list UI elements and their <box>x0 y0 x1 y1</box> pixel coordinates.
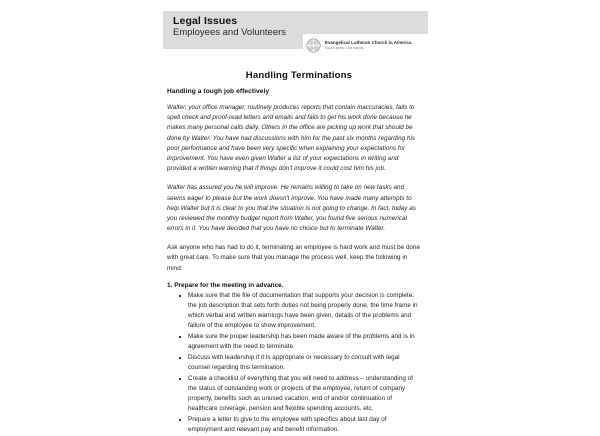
list-item <box>188 374 421 415</box>
document-header-title: Legal Issues <box>173 15 238 27</box>
bullet-dot-icon <box>179 357 181 359</box>
list-item-text: Make sure that the file of documentation that supports your decision is complete: the job description that sets forth duties not being properly done, the time frame in which verbal and written warnings have been given, details of the problems and failure of the employee to show improvement. <box>188 291 418 330</box>
list-item-text: Create a checklist of everything that you will need to address – understanding of the status of outstanding work or projects of the employee, return of company property, benefits such as unused vacation, end of and/or continuation of healthcare coverage, pension and flexible spending accounts, etc. <box>188 374 413 413</box>
narrative-paragraph: Walter has assured you he will improve. He remains willing to take on new tasks and seems eager to please but the work doesn't improve. You have made many attempts to help Walter but it is clear to you that the situation is not going to change. In fact, today as you reviewed the monthly budget report from Walter, you found five serious numerical errors in it. You have decided that you have no choice but to terminate Walter. <box>167 184 416 233</box>
document-body <box>167 103 421 436</box>
document-content-column <box>163 0 435 434</box>
elca-logo-name: Evangelical Lutheran Church in America <box>325 39 412 45</box>
bullet-dot-icon <box>179 295 181 297</box>
list-item <box>188 291 421 332</box>
list-item-text: Make sure the proper leadership has been made aware of the problems and is in agreement with the need to terminate. <box>188 333 415 351</box>
narrative-paragraph: Walter, your office manager, routinely produces reports that contain inaccuracies, fails to spell check and proof-read letters and emails and fails to get his work done because he makes many personal calls daily. Others in the office are picking up work that should be done by Walter. You have had discussions with him for the past six months regarding his poor performance and have been very specific when explaining your expectations for improvement. You have even given Walter a list of your expectations in writing and provided a written warning that if things don't improve it could cost him his job. <box>167 104 416 173</box>
list-item <box>188 415 421 435</box>
intro-paragraph: Ask anyone who has had to do it, terminating an employee is hard work and must be done with great care. To make sure that you manage the process well, keep the following in mind: <box>167 244 421 272</box>
list-item <box>188 332 421 352</box>
bullet-dot-icon <box>179 336 181 338</box>
elca-logo <box>303 34 436 56</box>
page-title: Handling Terminations <box>245 70 353 81</box>
numbered-list-heading: 1. Prepare for the meeting in advance. <box>167 281 284 289</box>
list-item-text: Prepare a letter to give to the employee with specifics about last day of employment and relevant pay and benefit information. <box>188 416 387 434</box>
bullet-dot-icon <box>179 378 181 380</box>
elca-logo-tagline: God's work. Our hands. <box>325 45 365 50</box>
section-heading: Handling a tough job effectively <box>167 88 270 95</box>
bullet-dot-icon <box>179 419 181 421</box>
elca-logo-text <box>325 40 412 51</box>
preparation-bullet-list <box>167 291 421 436</box>
list-item-text: Discuss with leadership if it is appropriate or necessary to consult with legal counsel regarding this termination. <box>188 353 400 372</box>
document-header-subtitle: Employees and Volunteers <box>173 27 287 38</box>
list-item <box>188 353 421 373</box>
elca-cross-globe-icon <box>306 38 321 53</box>
